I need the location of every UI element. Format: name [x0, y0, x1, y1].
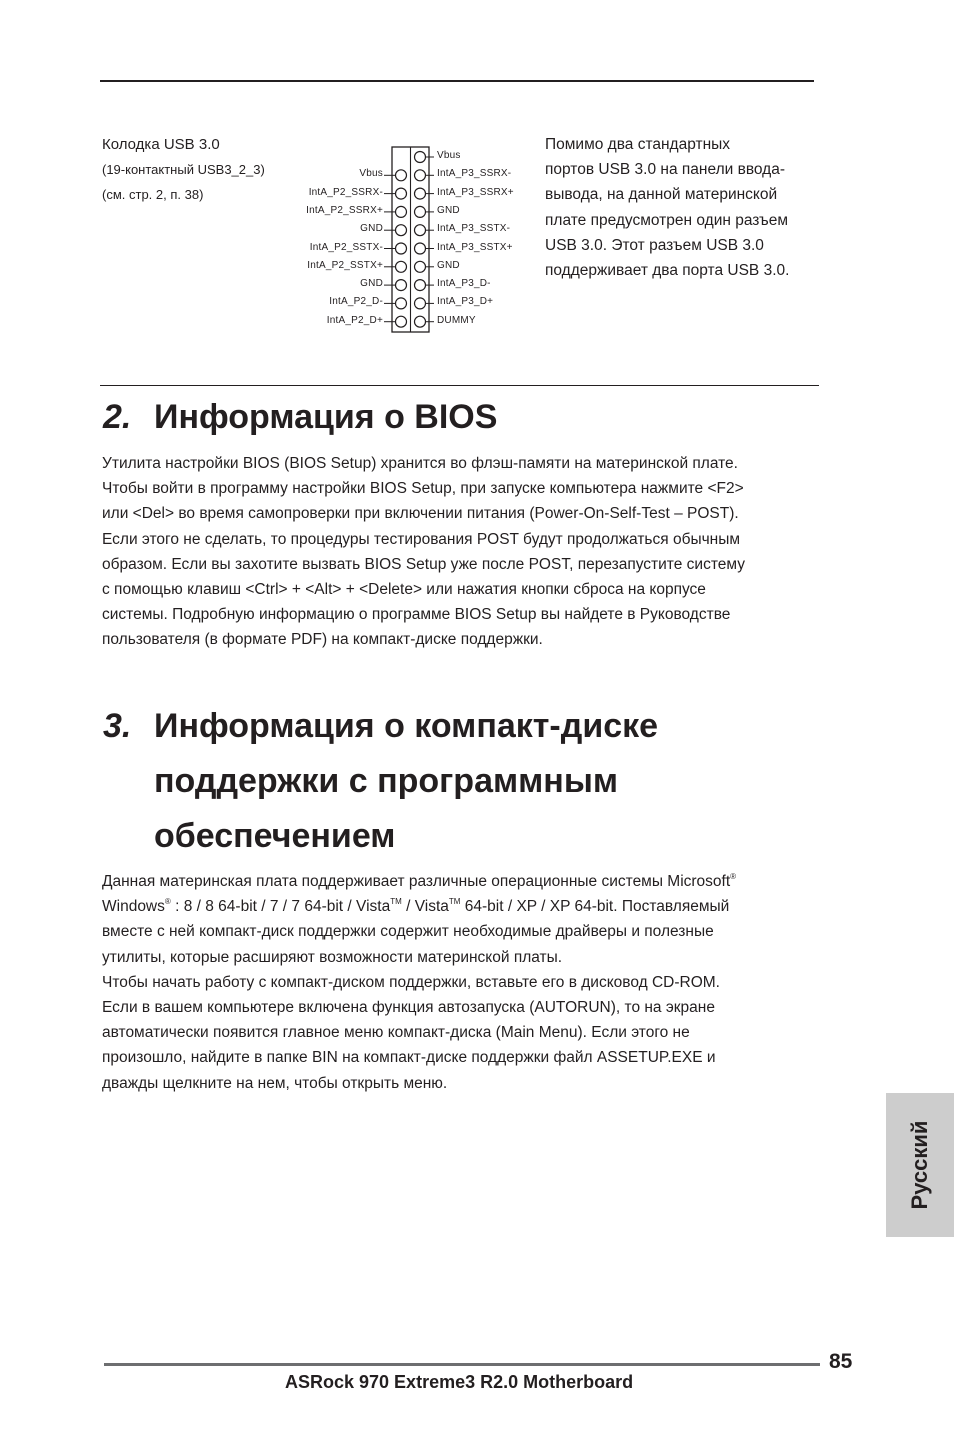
section2-line: пользователя (в формате PDF) на компакт-диске поддержки. [102, 631, 543, 649]
pin-circle [415, 170, 426, 181]
section3-line: произошло, найдите в папке BIN на компакт-диске поддержки файл ASSETUP.EXE и [102, 1049, 716, 1067]
pin-circle [415, 243, 426, 254]
pin-label-right: IntA_P3_SSTX- [437, 223, 511, 235]
pin-circle [415, 188, 426, 199]
pin-circle [396, 280, 407, 291]
pin-label-right: DUMMY [437, 314, 476, 326]
usb-desc-line: плате предусмотрен один разъем [545, 211, 789, 229]
section3-title-line1: Информация о компакт-диске [154, 707, 659, 745]
pin-label-left: IntA_P2_SSTX- [309, 241, 383, 253]
language-tab [886, 1093, 954, 1237]
pin-circle [396, 170, 407, 181]
section2-title: Информация о BIOS [154, 398, 498, 436]
section2-rule [100, 385, 819, 386]
section2-line: Утилита настройки BIOS (BIOS Setup) хранится во флэш-памяти на материнской плате. [102, 455, 738, 472]
pin-circle [415, 298, 426, 309]
pin-label-left: Vbus [359, 168, 383, 180]
section3-paragraph [102, 869, 736, 1096]
pin-circle [396, 298, 407, 309]
section2-line: образом. Если вы захотите вызвать BIOS Setup уже после POST, перезапустите систему [102, 555, 745, 573]
pin-label-right: IntA_P3_D+ [437, 296, 494, 308]
section2-line: Если этого не сделать, то процедуры тестирования POST будут продолжаться обычным [102, 530, 741, 548]
pin-label-left: IntA_P2_D- [329, 296, 383, 308]
footer-title: ASRock 970 Extreme3 R2.0 Motherboard [285, 1372, 634, 1392]
os-list-end-text: 64-bit / XP / XP 64-bit. Поставляемый [460, 898, 730, 916]
pin-label-left: GND [360, 278, 383, 290]
pin-circle [415, 316, 426, 327]
pin-label-right: IntA_P3_D- [437, 278, 491, 290]
section2-line: системы. Подробную информацию о программе BIOS Setup вы найдете в Руководстве [102, 606, 731, 624]
usb-header-description [545, 132, 789, 283]
usb-header-title: Колодка USB 3.0 [102, 136, 220, 153]
pin-label-right: GND [437, 259, 460, 271]
pin-circle [415, 152, 426, 163]
section3-line [102, 869, 736, 894]
pin-circle [396, 316, 407, 327]
section3-title-line2: поддержки с программным [154, 762, 619, 800]
usb-desc-line: вывода, на данной материнской [545, 186, 778, 204]
section2-number: 2. [103, 398, 132, 436]
registered-mark: ® [730, 872, 737, 881]
usb-desc-line: портов USB 3.0 на панели ввода- [545, 161, 785, 179]
registered-mark: ® [164, 897, 171, 907]
pin-circle [396, 188, 407, 199]
section2-line: Чтобы войти в программу настройки BIOS Setup, при запуске компьютера нажмите <F2> [102, 480, 744, 498]
section2-heading [103, 398, 803, 442]
pin-label-right: GND [437, 204, 460, 216]
pin-circle [415, 280, 426, 291]
section3-line: утилиты, которые расширяют возможности материнской платы. [102, 948, 563, 966]
section2-line: или <Del> во время самопроверки при включении питания (Power-On-Self-Test – POST). [102, 505, 739, 523]
os-list-text: : 8 / 8 64-bit / 7 / 7 64-bit / Vista [170, 898, 391, 916]
trademark-mark: TM [448, 897, 461, 907]
section3-line: дважды щелкните на нем, чтобы открыть меню. [102, 1074, 448, 1092]
pin-label-right: IntA_P3_SSRX+ [437, 186, 514, 198]
pin-label-left: IntA_P2_SSTX+ [307, 259, 383, 271]
usb-header-pin-count: (19-контактный USB3_2_3) [102, 162, 265, 177]
windows-text: Windows [102, 898, 165, 916]
vista-text: / Vista [401, 898, 449, 916]
pin-circle [396, 206, 407, 217]
pin-circle [396, 225, 407, 236]
section3-line: автоматически появится главное меню компакт-диска (Main Menu). Если этого не [102, 1024, 690, 1042]
footer-rule [104, 1363, 820, 1366]
language-tab-label: Русский [907, 1120, 932, 1210]
section3-line: вместе с ней компакт-диск поддержки содержит необходимые драйверы и полезные [102, 923, 714, 941]
pin-label-left: IntA_P2_D+ [326, 314, 383, 326]
trademark-mark: TM [390, 897, 402, 907]
section3-line: Если в вашем компьютере включена функция автозапуска (AUTORUN), то на экране [102, 998, 715, 1016]
pin-label-left: IntA_P2_SSRX+ [306, 204, 383, 216]
pin-label-top: Vbus [437, 150, 461, 161]
section3-line: Чтобы начать работу с компакт-диском поддержки, вставьте его в дисковод CD-ROM. [102, 973, 720, 991]
pin-circle [396, 243, 407, 254]
pin-label-left: IntA_P2_SSRX- [308, 186, 383, 198]
usb-desc-line: Помимо два стандартных [545, 136, 731, 153]
section2-paragraph [102, 451, 745, 653]
pin-label-left: GND [360, 223, 383, 235]
pin-circle [396, 261, 407, 272]
pin-circle [415, 225, 426, 236]
page-number: 85 [829, 1350, 853, 1373]
section3-number: 3. [103, 707, 132, 745]
section3-title-line3: обеспечением [154, 817, 396, 855]
pin-label-right: IntA_P3_SSRX- [437, 168, 512, 180]
usb-desc-line: поддерживает два порта USB 3.0. [545, 262, 790, 280]
section3-line [102, 894, 736, 919]
usb-desc-line: USB 3.0. Этот разъем USB 3.0 [545, 236, 764, 254]
section3-line1-text: Данная материнская плата поддерживает различные операционные системы Microsoft [102, 873, 731, 890]
section2-line: с помощью клавиш <Ctrl> + <Alt> + <Delete> или нажатия кнопки сброса на корпусе [102, 580, 706, 598]
pin-label-right: IntA_P3_SSTX+ [437, 241, 513, 253]
usb-header-reference: (см. стр. 2, п. 38) [102, 187, 204, 202]
pin-circle [415, 261, 426, 272]
pin-circle [415, 206, 426, 217]
section3-heading [103, 707, 803, 867]
